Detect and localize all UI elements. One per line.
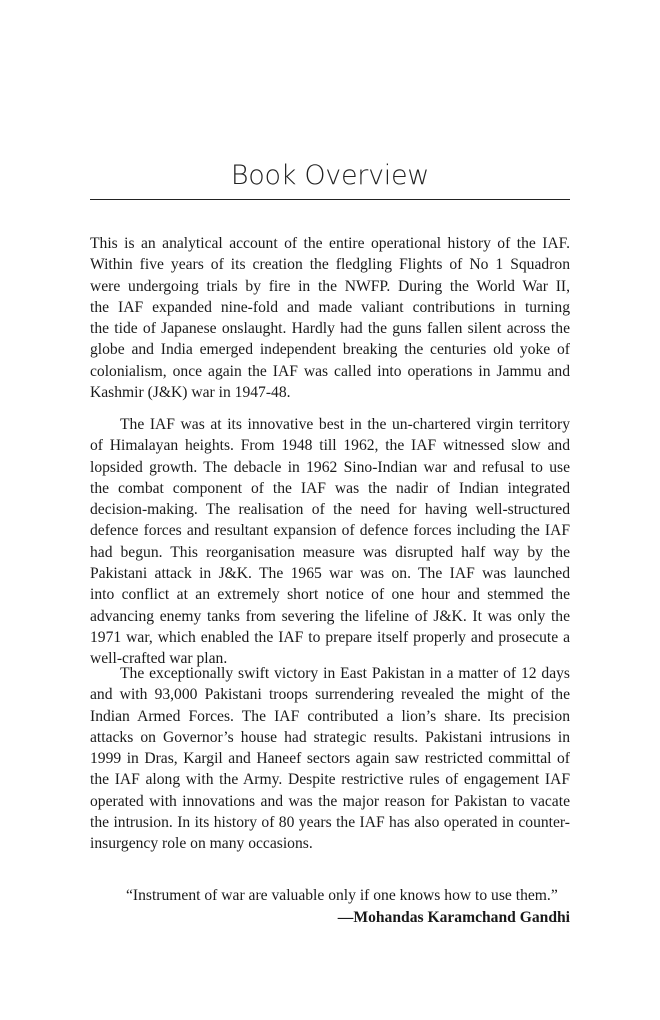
text-line: the IAF expanded nine-fold and made valiant contributions in turning [90,298,570,316]
text-line: had begun. This reorganisation measure was disrupted half way by the [90,543,570,561]
text-line: insurgency role on many occasions. [90,835,313,853]
text-line: into conflict at an extremely short notice of one hour and stemmed the [90,586,570,604]
text-line: The IAF was at its innovative best in the un-chartered virgin territory [120,416,570,433]
text-line: globe and India emerged independent breaking the centuries old yoke of [90,341,570,359]
text-line: the combat component of the IAF was the nadir of Indian integrated [90,479,570,497]
text-line: Kashmir (J&K) war in 1947-48. [90,384,291,402]
text-line: Within five years of its creation the fledgling Flights of No 1 Squadron [90,256,570,274]
paragraph-1 [90,233,570,403]
quote-text: “Instrument of war are valuable only if one knows how to use them.” [126,887,558,904]
epigraph-quote [90,885,570,929]
text-line: colonialism, once again the IAF was called into operations in Jammu and [90,362,570,380]
page-title: Book Overview [230,160,430,191]
text-line: The exceptionally swift victory in East Pakistan in a matter of 12 days [120,665,570,682]
text-line: well-crafted war plan. [90,650,228,668]
text-line: 1999 in Dras, Kargil and Haneef sectors again saw restricted committal of [90,750,570,768]
text-line: were undergoing trials by fire in the NWFP. During the World War II, [90,277,570,295]
text-line: the intrusion. In its history of 80 years the IAF has also operated in counter- [90,814,570,832]
text-line: defence forces and resultant expansion of defence forces including the IAF [90,522,570,540]
title-divider [90,199,570,200]
text-line: attacks on Governor’s house had strategic results. Pakistani intrusions in [90,728,570,746]
text-line: decision-making. The realisation of the need for having well-structured [90,501,570,519]
text-line: advancing enemy tanks from severing the lifeline of J&K. It was only the [90,607,570,625]
quote-attribution: —Mohandas Karamchand Gandhi [337,909,570,926]
text-line: lopsided growth. The debacle in 1962 Sino-Indian war and refusal to use [90,458,570,476]
text-line: 1971 war, which enabled the IAF to prepare itself properly and prosecute a [90,628,570,646]
text-line: This is an analytical account of the entire operational history of the IAF. [90,235,570,252]
text-line: Indian Armed Forces. The IAF contributed a lion’s share. Its precision [90,707,570,725]
paragraph-3 [90,663,570,855]
text-line: of Himalayan heights. From 1948 till 1962, the IAF witnessed slow and [90,437,570,455]
text-line: the tide of Japanese onslaught. Hardly had the guns fallen silent across the [90,320,570,338]
text-line: the IAF along with the Army. Despite restrictive rules of engagement IAF [90,771,570,789]
text-line: Pakistani attack in J&K. The 1965 war was on. The IAF was launched [90,565,570,583]
text-line: and with 93,000 Pakistani troops surrendering revealed the might of the [90,686,570,704]
text-line: operated with innovations and was the major reason for Pakistan to vacate [90,792,570,810]
paragraph-2 [90,414,570,670]
